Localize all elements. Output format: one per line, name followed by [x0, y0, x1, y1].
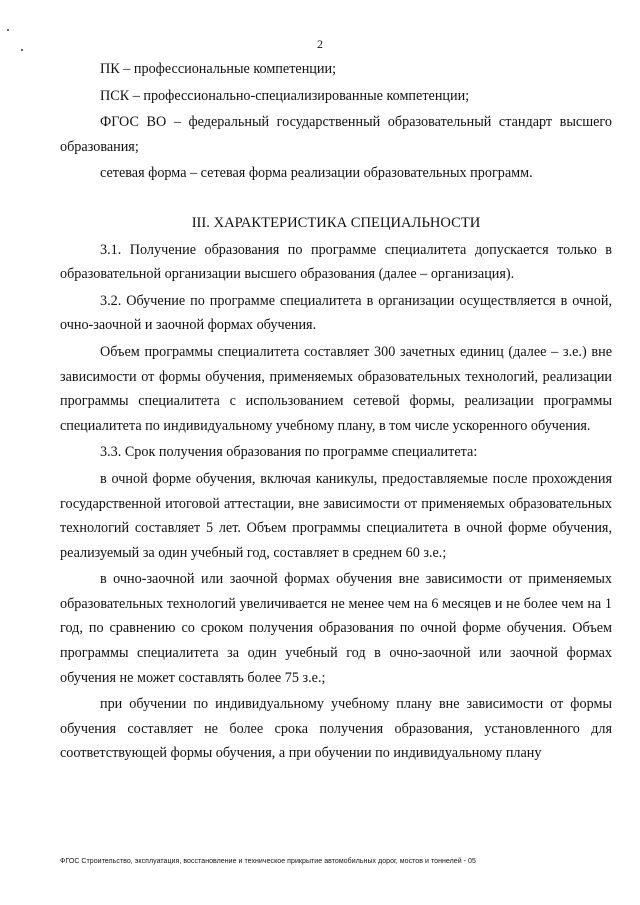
definition-network-form: сетевая форма – сетевая форма реализации образовательных программ.: [100, 165, 533, 182]
paragraph-part-time: в очно-заочной или заочной формах обучения вне зависимости от применяемых образовательных технологий увеличивается не менее чем на 6 месяцев и не более чем на 1 год, по сравнению со сроком получения образования по очной форме обучения. Объем программы специалитета за один учебный год в очно-заочной или заочной формах обучения не может составлять более 75 з.е.;: [60, 571, 612, 686]
paragraph-full-time: в очной форме обучения, включая каникулы, предоставляемые после прохождения государственной итоговой аттестации, вне зависимости от применяемых образовательных технологий составляет 5 лет. Объем программы специалитета в очной форме обучения, реализуемый за один учебный год, составляет в среднем 60 з.е.;: [60, 470, 612, 561]
paragraph-individual-plan: при обучении по индивидуальному учебному плану вне зависимости от формы обучения составляет не более срока получения образования, установленного для соответствующей формы обучения, а при обучении по индивидуальному плану: [60, 696, 612, 762]
paragraph-3-3: 3.3. Срок получения образования по программе специалитета:: [100, 444, 478, 461]
document-body: [60, 57, 612, 766]
paragraph-volume: Объем программы специалитета составляет 300 зачетных единиц (далее – з.е.) вне зависимости от формы обучения, применяемых образовательных технологий, реализации программы специалитета с использованием сетевой формы, реализации программы специалитета по индивидуальному учебному плану, в том числе ускоренного обучения.: [60, 343, 612, 434]
definition-pk: ПК – профессиональные компетенции;: [100, 61, 337, 77]
definition-fgos: ФГОС ВО – федеральный государственный образовательный стандарт высшего образования;: [60, 114, 612, 155]
page-footer: ФГОС Строительство, эксплуатация, восстановление и техническое прикрытие автомобильных дорог, мостов и тоннелей - 05: [60, 858, 476, 865]
section-title: III. ХАРАКТЕРИСТИКА СПЕЦИАЛЬНОСТИ: [191, 214, 481, 231]
paragraph-3-2: 3.2. Обучение по программе специалитета в организации осуществляется в очной, очно-заочной и заочной формах обучения.: [60, 292, 612, 334]
scan-speck: [7, 29, 9, 31]
paragraph-3-1: 3.1. Получение образования по программе специалитета допускается только в образовательной организации высшего образования (далее – организация).: [60, 241, 612, 283]
definition-psk: ПСК – профессионально-специализированные компетенции;: [100, 87, 470, 104]
page-number: 2: [317, 37, 323, 51]
